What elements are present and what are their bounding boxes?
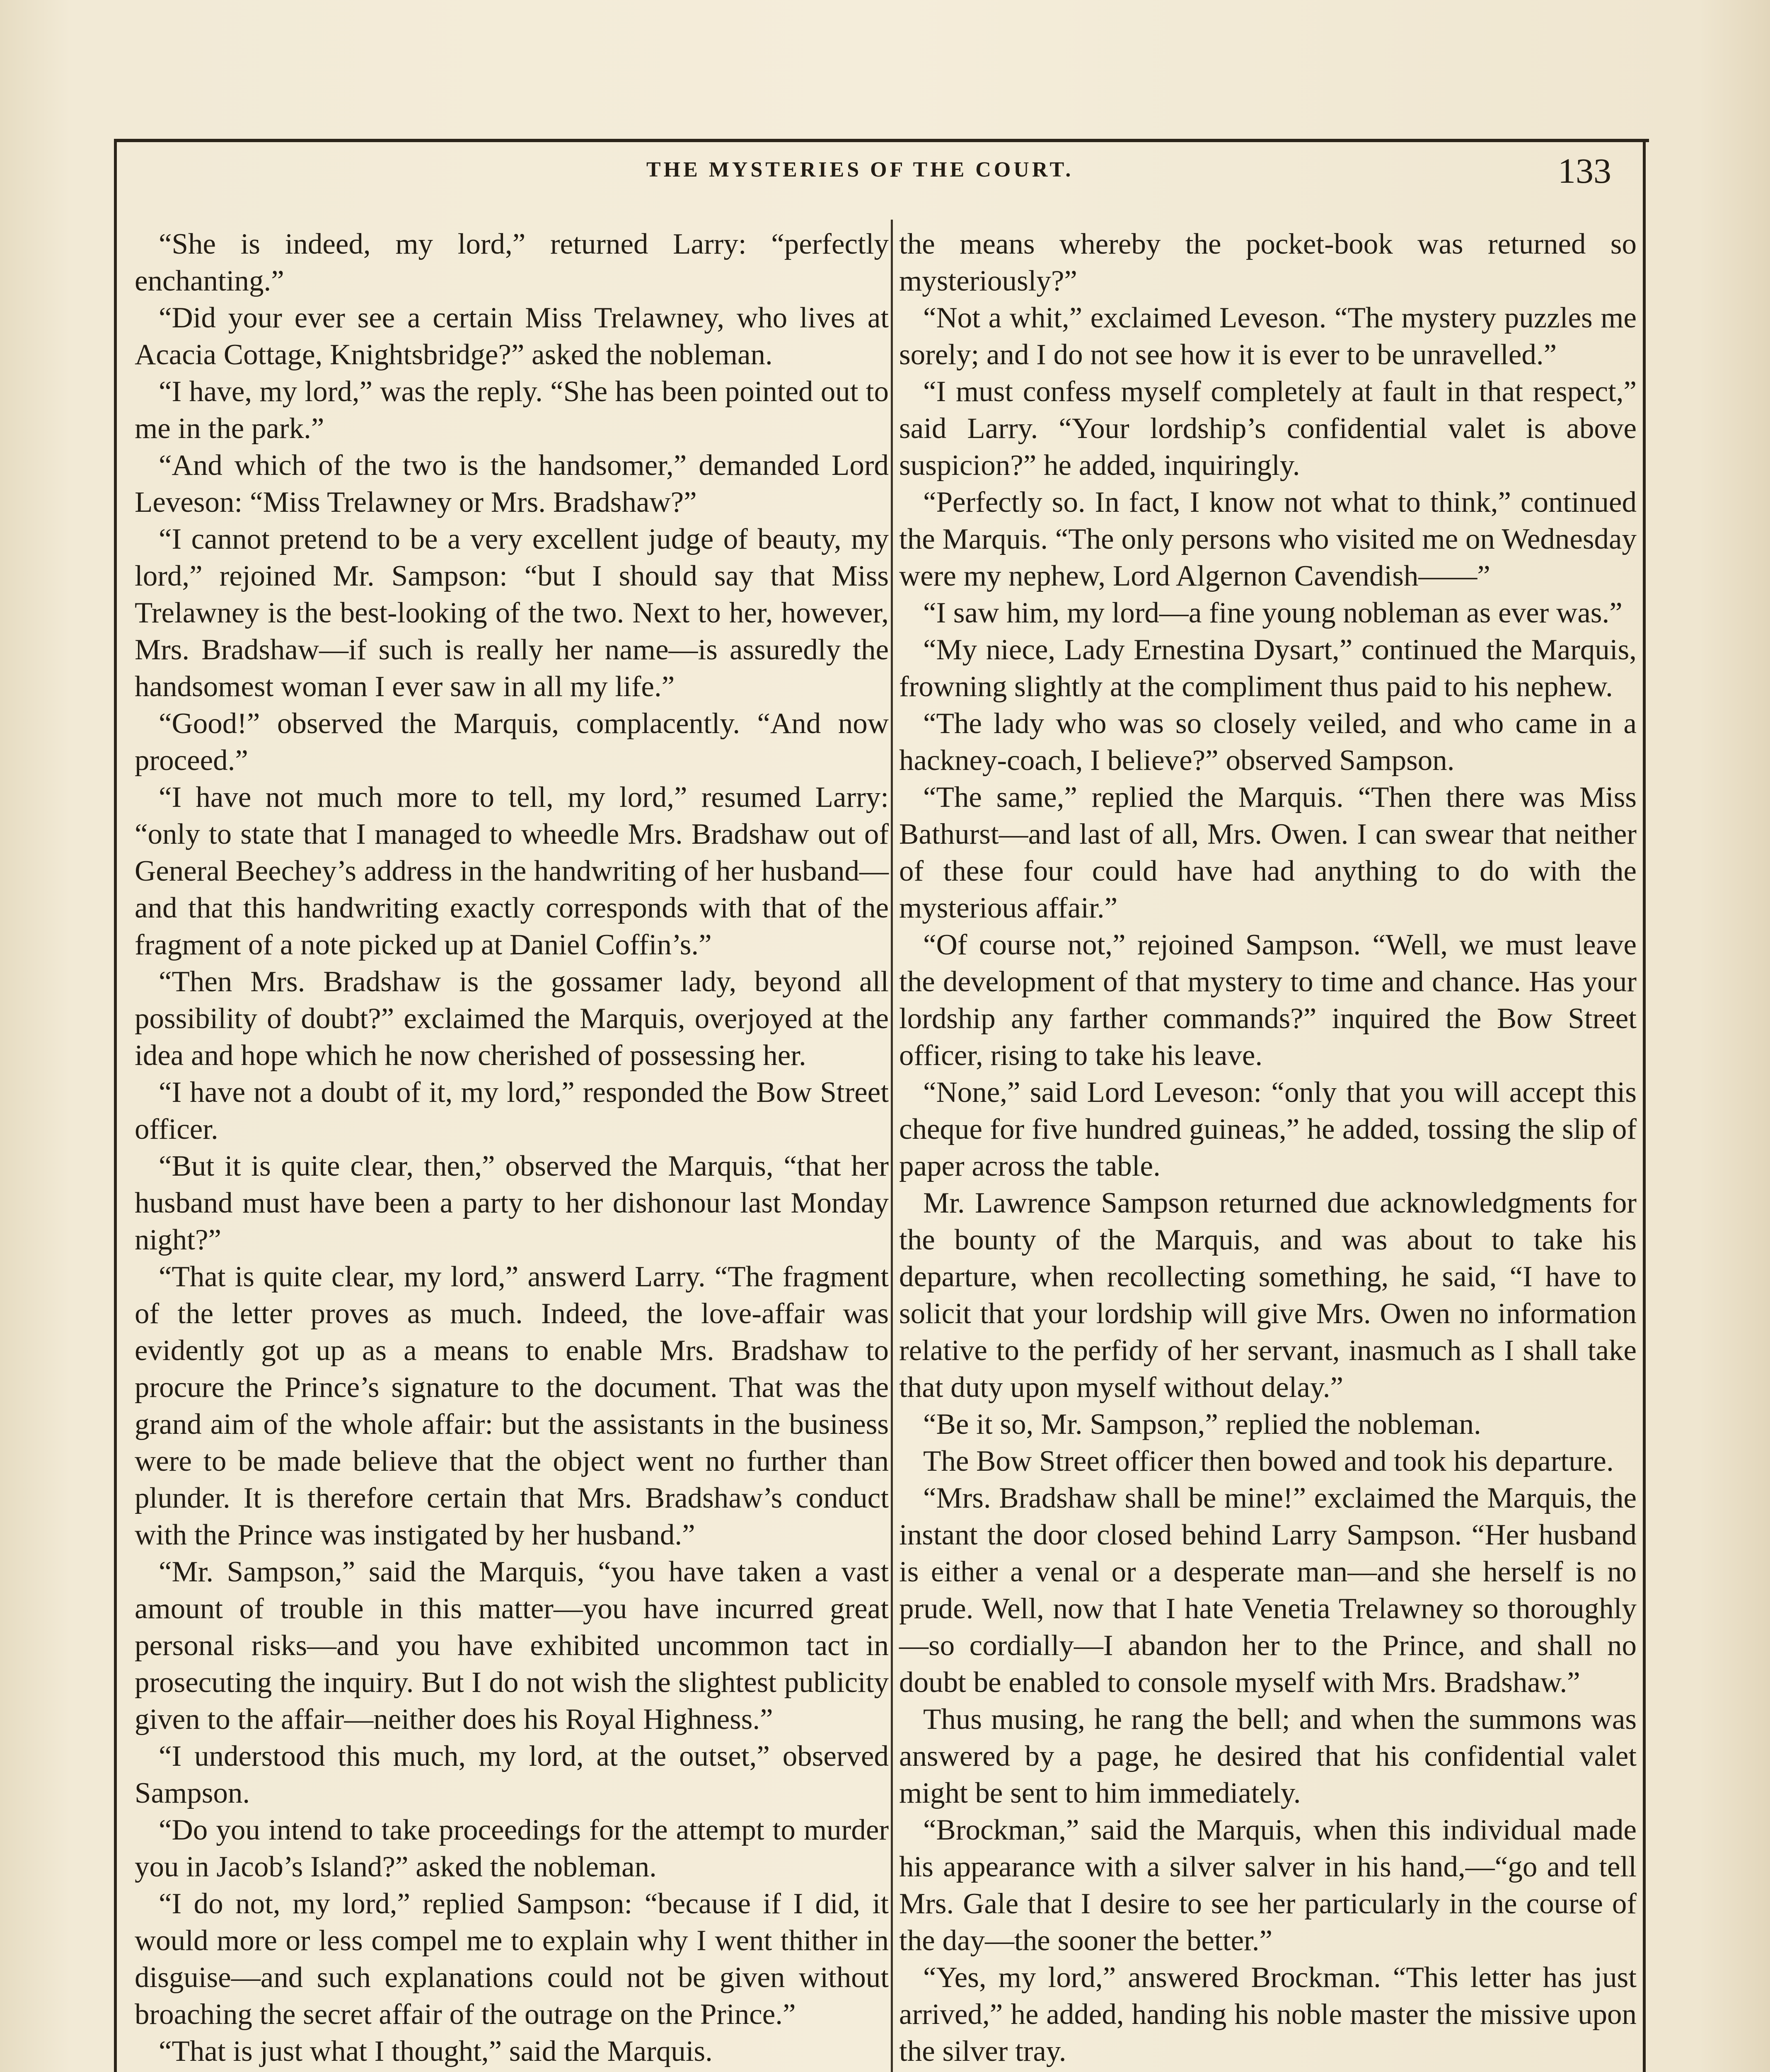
- paragraph: “I saw him, my lord—a fine young nobleman as ever was.”: [923, 597, 1622, 629]
- paragraph: Thus musing, he rang the bell; and when the summons was answered by a page, he desired that his confidential valet might be sent to him immediately.: [899, 1703, 1637, 1809]
- paragraph-continued: the means whereby the pocket-book was returned so mysteriously?”: [899, 228, 1637, 297]
- paragraph: “None,” said Lord Leveson: “only that you will accept this cheque for five hundred guineas,” he added, tossing the slip of paper across the table.: [899, 1076, 1637, 1182]
- paragraph: “Perfectly so. In fact, I know not what to think,” continued the Marquis. “The only persons who visited me on Wednesday were my nephew, Lord Algernon Cavendish——”: [899, 486, 1637, 592]
- paragraph: “My niece, Lady Ernestina Dysart,” continued the Marquis, frowning slightly at the compliment thus paid to his nephew.: [899, 634, 1637, 703]
- running-head: THE MYSTERIES OF THE COURT.: [646, 158, 1074, 182]
- paragraph: “And which of the two is the handsomer,” demanded Lord Leveson: “Miss Trelawney or Mrs. Bradshaw?”: [135, 449, 889, 518]
- paragraph: “Yes, my lord,” answered Brockman. “This letter has just arrived,” he added, handing his noble master the missive upon the silver tray.: [899, 1961, 1637, 2067]
- paragraph: “I understood this much, my lord, at the outset,” observed Sampson.: [135, 1740, 889, 1809]
- paragraph: “The lady who was so closely veiled, and who came in a hackney-coach, I believe?” observed Sampson.: [899, 707, 1637, 777]
- paragraph: “Do you intend to take proceedings for the attempt to murder you in Jacob’s Island?” asked the nobleman.: [135, 1814, 889, 1883]
- paragraph: “Good!” observed the Marquis, complacently. “And now proceed.”: [135, 707, 889, 777]
- right-column: [899, 226, 1637, 2072]
- paragraph: “Be it so, Mr. Sampson,” replied the nobleman.: [923, 1408, 1481, 1440]
- paragraph: “She is indeed, my lord,” returned Larry: “perfectly enchanting.”: [135, 228, 889, 297]
- paragraph: “I have, my lord,” was the reply. “She has been pointed out to me in the park.”: [135, 375, 889, 445]
- column-divider: [891, 220, 893, 2072]
- paragraph: The Bow Street officer then bowed and took his departure.: [923, 1445, 1614, 1477]
- paragraph: “Then Mrs. Bradshaw is the gossamer lady, beyond all possibility of doubt?” exclaimed the Marquis, overjoyed at the idea and hope which he now cherished of possessing her.: [135, 966, 889, 1072]
- left-column: [135, 226, 889, 2072]
- paragraph: “Not a whit,” exclaimed Leveson. “The mystery puzzles me sorely; and I do not see how it is ever to be unravelled.”: [899, 302, 1637, 371]
- paragraph: “I cannot pretend to be a very excellent judge of beauty, my lord,” rejoined Mr. Sampson: “but I should say that Miss Trelawney is the best-looking of the two. Next to her, however, Mrs. Bradshaw—if such is really her name—is assuredly the handsomest woman I ever saw in all my life.”: [135, 523, 889, 703]
- paragraph: “Of course not,” rejoined Sampson. “Well, we must leave the development of that mystery to time and chance. Has your lordship any farther commands?” inquired the Bow Street officer, rising to take his leave.: [899, 929, 1637, 1072]
- paragraph: [135, 2070, 889, 2072]
- paragraph: “Brockman,” said the Marquis, when this individual made his appearance with a silver salver in his hand,—“go and tell Mrs. Gale that I desire to see her particularly in the course of the day—the sooner the better.”: [899, 1814, 1637, 1957]
- paragraph: “I must confess myself completely at fault in that respect,” said Larry. “Your lordship’s confidential valet is above suspicion?” he added, inquiringly.: [899, 375, 1637, 482]
- paragraph: “That is quite clear, my lord,” answerd Larry. “The fragment of the letter proves as much. Indeed, the love-affair was evidently got up as a means to enable Mrs. Bradshaw to procure the Prince’s signature to the document. That was the grand aim of the whole affair: but the assistants in the business were to be made believe that the object went no further than plunder. It is therefore certain that Mrs. Bradshaw’s conduct with the Prince was instigated by her husband.”: [135, 1261, 889, 1551]
- paragraph: “Did your ever see a certain Miss Trelawney, who lives at Acacia Cottage, Knightsbridge?” asked the nobleman.: [135, 302, 889, 371]
- right-border-rule: [1643, 139, 1646, 2072]
- paragraph: “Mrs. Bradshaw shall be mine!” exclaimed the Marquis, the instant the door closed behind Larry Sampson. “Her husband is either a venal or a desperate man—and she herself is no prude. Well, now that I hate Venetia Trelawney so thoroughly—so cordially—I abandon her to the Prince, and shall no doubt be enabled to console myself with Mrs. Bradshaw.”: [899, 1482, 1637, 1699]
- left-border-rule: [114, 139, 117, 2072]
- paragraph: “I have not much more to tell, my lord,” resumed Larry: “only to state that I managed to wheedle Mrs. Bradshaw out of General Beechey’s address in the handwriting of her husband—and that this handwriting exactly corresponds with that of the fragment of a note picked up at Daniel Coffin’s.”: [135, 781, 889, 961]
- paragraph: “The same,” replied the Marquis. “Then there was Miss Bathurst—and last of all, Mrs. Owen. I can swear that neither of these four could have had anything to do with the mysterious affair.”: [899, 781, 1637, 924]
- paragraph: “That is just what I thought,” said the Marquis.: [159, 2035, 713, 2067]
- top-rule: [116, 139, 1649, 142]
- paragraph: “But it is quite clear, then,” observed the Marquis, “that her husband must have been a party to her dishonour last Monday night?”: [135, 1150, 889, 1256]
- paragraph: [899, 2070, 1637, 2072]
- paragraph: “Mr. Sampson,” said the Marquis, “you have taken a vast amount of trouble in this matter—you have incurred great personal risks—and you have exhibited uncommon tact in prosecuting the inquiry. But I do not wish the slightest publicity given to the affair—neither does his Royal Highness.”: [135, 1556, 889, 1736]
- page-number: 133: [1558, 151, 1611, 191]
- paragraph: “I do not, my lord,” replied Sampson: “because if I did, it would more or less compel me to explain why I went thither in disguise—and such explanations could not be given without broaching the secret affair of the outrage on the Prince.”: [135, 1888, 889, 2031]
- paragraph: Mr. Lawrence Sampson returned due acknowledgments for the bounty of the Marquis, and was about to take his departure, when recollecting something, he said, “I have to solicit that your lordship will give Mrs. Owen no information relative to the perfidy of her servant, inasmuch as I shall take that duty upon myself without delay.”: [899, 1187, 1637, 1404]
- paragraph: “I have not a doubt of it, my lord,” responded the Bow Street officer.: [135, 1076, 889, 1145]
